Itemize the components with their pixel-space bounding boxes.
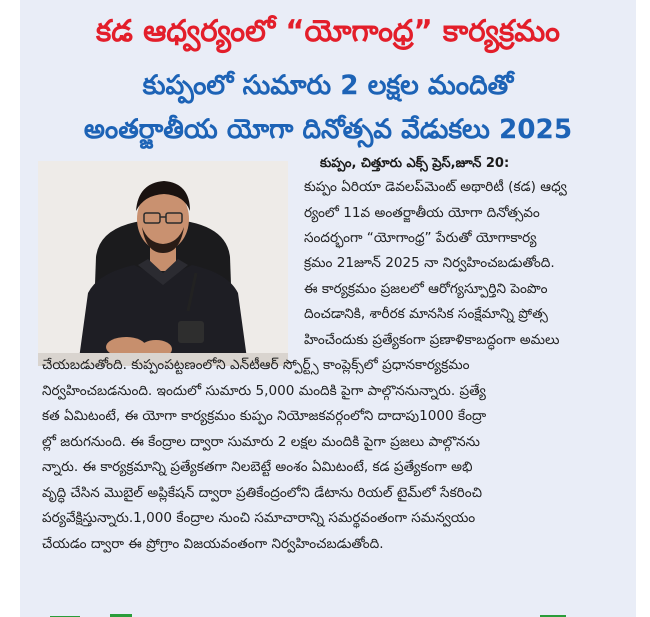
body-line: ర్యంలో 11వ అంతర్జాతీయ యోగా దినోత్సవం	[304, 205, 540, 221]
person-photo-illustration	[38, 161, 288, 366]
body-line: చేయడం ద్వారా ఈ ప్రోగ్రాం విజయవంతంగా నిర్వహించబడుతోంది.	[42, 536, 384, 552]
body-line: కుప్పం ఏరియా డెవలప్‌మెంట్ అథారిటీ (కడ) ఆధ్వ	[304, 179, 567, 195]
subheadline-line-1: కుప్పంలో సుమారు 2 లక్షల మందితో	[142, 70, 514, 101]
cut-off-text-decoration	[20, 610, 636, 617]
headline: కడ ఆధ్వర్యంలో “యోగాంధ్ర” కార్యక్రమం	[96, 14, 560, 49]
body-line: ఈ కార్యక్రమం ప్రజలలో ఆరోగ్యస్పూర్తిని పెంపొం	[304, 281, 548, 297]
news-photo	[38, 161, 288, 366]
body-line: న్నారు. ఈ కార్యక్రమాన్ని ప్రత్యేకతగా నిలబెట్టే అంశం ఏమిటంటే, కడ ప్రత్యేకంగా అభి	[42, 459, 473, 475]
dateline: కుప్పం, చిత్తూరు ఎక్స్ ప్రెస్,జూన్ 20:	[320, 156, 510, 171]
body-line: చేయబడుతోంది. కుప్పంపట్టణంలోని ఎన్‌టీఆర్ స్పోర్ట్స్ కాంప్లెక్స్‌లో ప్రధానకార్యక్రమం	[42, 357, 470, 373]
body-line: ల్లో జరుగనుంది. ఈ కేంద్రాల ద్వారా సుమారు 2 లక్షల మందికి పైగా ప్రజలు పాల్గొనను	[42, 434, 480, 450]
body-line: నిర్వహించబడనుంది. ఇందులో సుమారు 5,000 మందికి పైగా పాల్గొననున్నారు. ప్రత్యే	[42, 383, 486, 399]
newspaper-page	[20, 0, 636, 617]
body-line: హించేందుకు ప్రత్యేకంగా ప్రణాళికాబద్ధంగా అమలు	[304, 332, 560, 348]
body-line: క్రమం 21జూన్ 2025 నా నిర్వహించబడుతోంది.	[304, 255, 555, 271]
next-article-strip	[20, 606, 636, 617]
body-line: దించడానికి, శారీరక మానసిక సంక్షేమాన్ని ప్రోత్స	[304, 306, 548, 322]
body-line: కత ఏమిటంటే, ఈ యోగా కార్యక్రమం కుప్పం నియోజకవర్గంలోని దాదాపు1000 కేంద్రా	[42, 408, 487, 424]
body-line: వృద్ధి చేసిన మొబైల్ అప్లికేషన్ ద్వారా ప్రతికేంద్రంలోని డేటాను రియల్ టైమ్‌లో సేకరించి	[42, 485, 483, 501]
body-line: సందర్భంగా “యోగాంధ్ర” పేరుతో యోగాకార్య	[304, 230, 537, 246]
subheadline-line-2: అంతర్జాతీయ యోగా దినోత్సవ వేడుకలు 2025	[83, 114, 573, 145]
body-line: పర్యవేక్షిస్తున్నారు.1,000 కేంద్రాల నుంచి సమాచారాన్ని సమర్థవంతంగా సమన్వయం	[42, 510, 476, 526]
